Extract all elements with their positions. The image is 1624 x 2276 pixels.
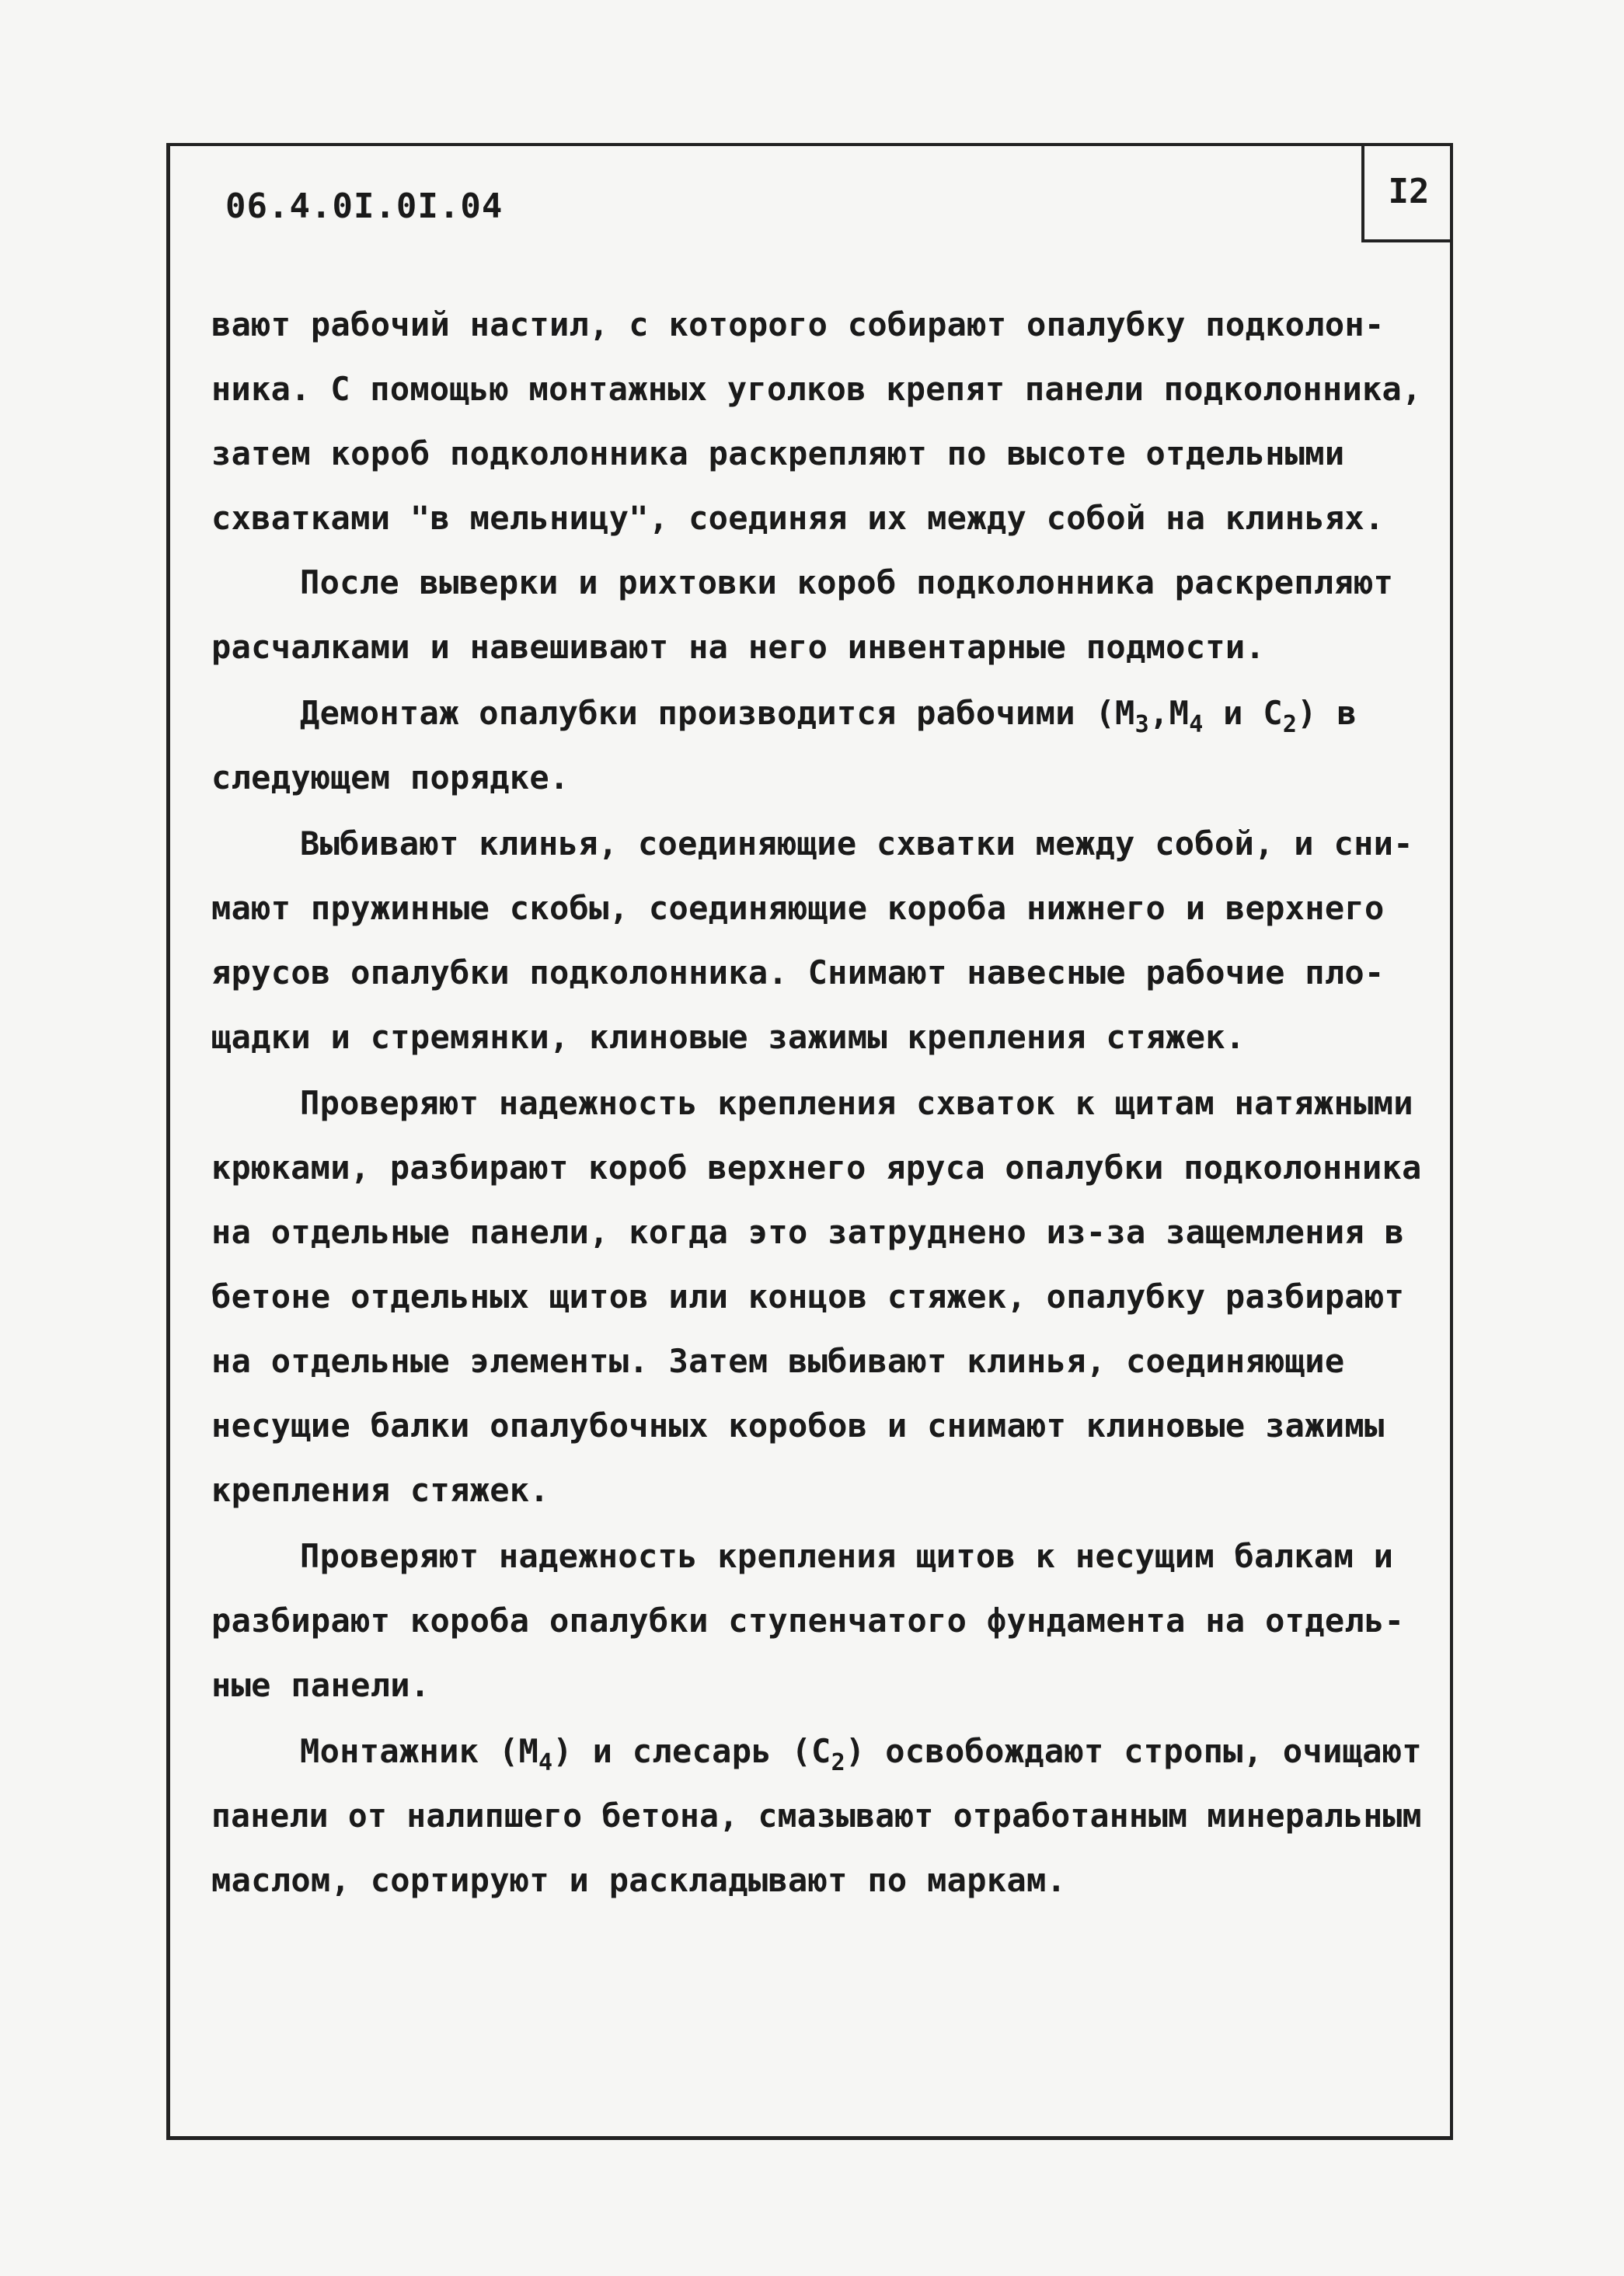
paragraph-first-line: [300, 1731, 1423, 1776]
subscript: 2: [831, 1749, 846, 1776]
text-line: на отдельные панели, когда это затруднено из-за защемления в: [211, 1213, 1405, 1251]
text-segment: и С: [1203, 694, 1283, 732]
text-line: маслом, сортируют и раскладывают по маркам.: [211, 1861, 1067, 1899]
paragraph-first-line: Проверяют надежность крепления щитов к несущим балкам и: [300, 1537, 1394, 1575]
text-line: следующем порядке.: [211, 758, 570, 796]
document-code: 06.4.0I.0I.04: [225, 186, 504, 226]
subscript: 4: [538, 1749, 553, 1776]
text-segment: ) освобождают стропы, очищают: [845, 1732, 1423, 1770]
text-line: крюками, разбирают короб верхнего яруса опалубки подколонника: [211, 1148, 1422, 1187]
text-line: бетоне отдельных щитов или концов стяжек, опалубку разбирают: [211, 1277, 1405, 1316]
paragraph-first-line: Выбивают клинья, соединяющие схватки между собой, и сни-: [300, 824, 1413, 863]
text-line: разбирают короба опалубки ступенчатого фундамента на отдель-: [211, 1602, 1405, 1640]
paragraph-first-line: Проверяют надежность крепления схваток к щитам натяжными: [300, 1084, 1413, 1122]
text-line: затем короб подколонника раскрепляют по высоте отдельными: [211, 434, 1345, 472]
text-line: ярусов опалубки подколонника. Снимают навесные рабочие пло-: [211, 953, 1385, 992]
paragraph-first-line: [300, 693, 1357, 738]
text-segment: ,М: [1149, 694, 1190, 732]
subscript: 4: [1189, 711, 1204, 738]
text-line: щадки и стремянки, клиновые зажимы крепления стяжек.: [211, 1018, 1246, 1056]
text-line: расчалками и навешивают на него инвентарные подмости.: [211, 628, 1266, 666]
subscript: 2: [1282, 711, 1298, 738]
paragraph-first-line: После выверки и рихтовки короб подколонника раскрепляют: [300, 563, 1394, 601]
text-line: крепления стяжек.: [211, 1471, 549, 1509]
text-line: вают рабочий настил, с которого собирают опалубку подколон-: [211, 305, 1385, 343]
text-line: панели от налипшего бетона, смазывают отработанным минеральным: [211, 1797, 1422, 1835]
text-segment: Демонтаж опалубки производится рабочими (М: [300, 694, 1135, 732]
text-line: схватками "в мельницу", соединяя их между собой на клиньях.: [211, 499, 1385, 537]
page-number-box: [1361, 143, 1453, 242]
text-segment: ) и слесарь (С: [552, 1732, 831, 1770]
page-number: I2: [1388, 171, 1430, 211]
text-line: мают пружинные скобы, соединяющие короба нижнего и верхнего: [211, 889, 1385, 927]
text-line: на отдельные элементы. Затем выбивают клинья, соединяющие: [211, 1342, 1345, 1380]
text-line: ника. С помощью монтажных уголков крепят панели подколонника,: [211, 370, 1422, 408]
text-segment: ) в: [1297, 694, 1357, 732]
text-line: ные панели.: [211, 1666, 430, 1704]
text-line: несущие балки опалубочных коробов и снимают клиновые зажимы: [211, 1406, 1385, 1445]
subscript: 3: [1134, 711, 1149, 738]
text-segment: Монтажник (М: [300, 1732, 539, 1770]
